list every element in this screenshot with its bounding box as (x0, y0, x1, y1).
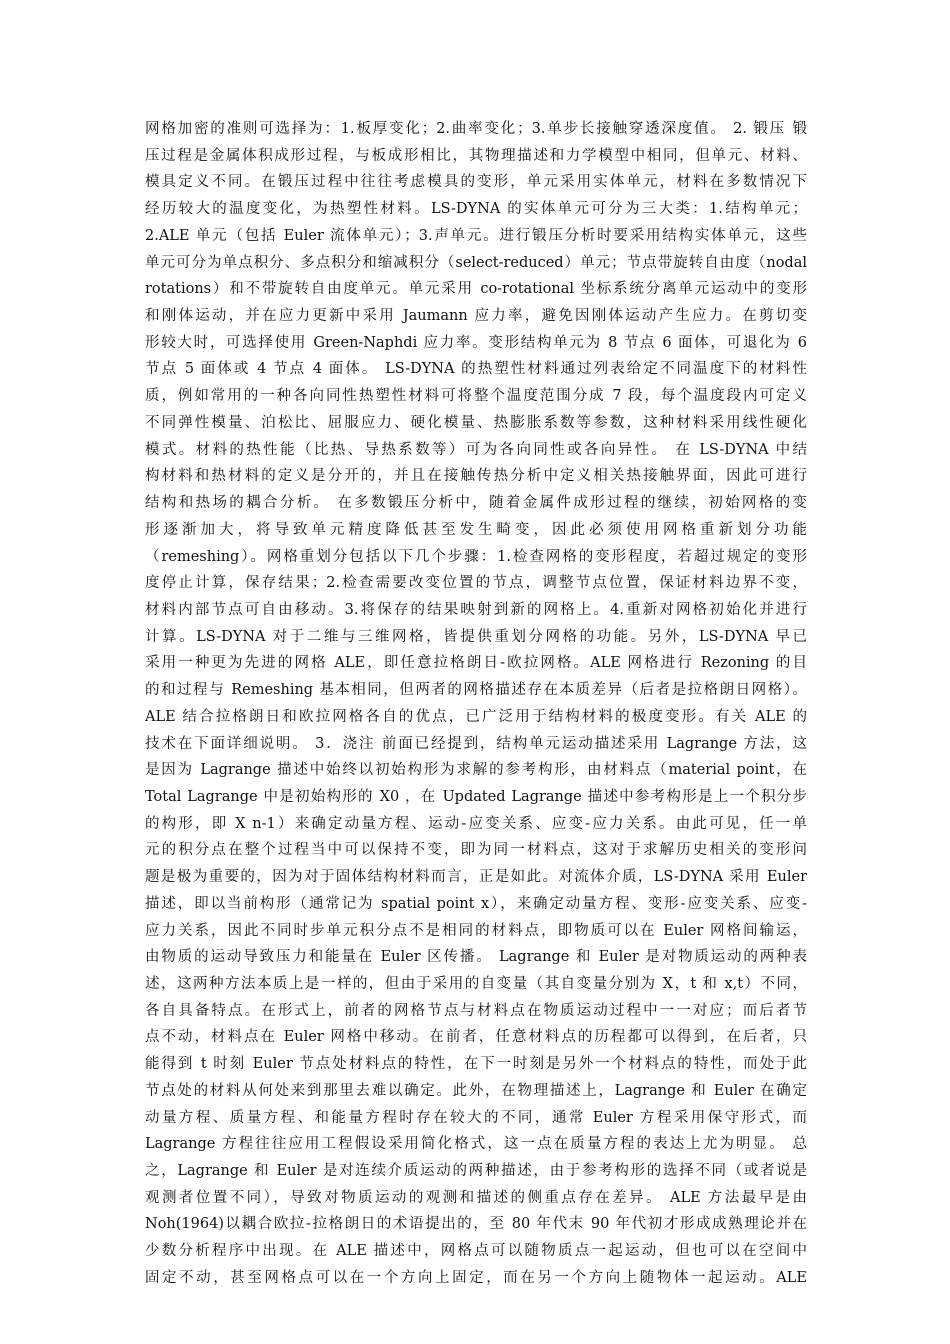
text-line: Noh(1964)以耦合欧拉-拉格朗日的术语提出的，至 80 年代末 90 年代初才形成成熟理论并在 (145, 1216, 807, 1233)
text-line: 模具定义不同。在锻压过程中往往考虑模具的变形，单元采用实体单元，材料在多数情况下 (145, 174, 807, 191)
text-line: 是因为 Lagrange 描述中始终以初始构形为求解的参考构形，由材料点（material point，在 (145, 762, 807, 779)
text-line: 述，这两种方法本质上是一样的，但由于采用的自变量（其自变量分别为 X，t 和 x,t）不同， (145, 976, 807, 992)
text-line: 动量方程、质量方程、和能量方程时存在较大的不同，通常 Euler 方程采用保守形式，而 (145, 1109, 807, 1126)
text-line: 之，Lagrange 和 Euler 是对连续介质运动的两种描述，由于参考构形的选择不同（或者说是 (145, 1163, 807, 1180)
text-line: 各自具备特点。在形式上，前者的网格节点与材料点在物质运动过程中一一对应；而后者节 (145, 1002, 807, 1019)
text-line: 由物质的运动导致压力和能量在 Euler 区传播。 Lagrange 和 Euler 是对物质运动的两种表 (145, 949, 807, 966)
text-line: 质，例如常用的一种各向同性热塑性材料可将整个温度范围分成 7 段，每个温度段内可定义 (145, 388, 807, 405)
text-line: 结构和热场的耦合分析。 在多数锻压分析中，随着金属件成形过程的继续，初始网格的变 (145, 495, 807, 512)
text-line: 题是极为重要的，因为对于固体结构材料而言，正是如此。对流体介质，LS-DYNA 采用 Euler (145, 869, 807, 886)
text-line: 形逐渐加大，将导致单元精度降低甚至发生畸变，因此必须使用网格重新划分功能 (145, 521, 807, 538)
text-line: 采用一种更为先进的网格 ALE，即任意拉格朗日-欧拉网格。ALE 网格进行 Rezoning 的目 (145, 655, 807, 672)
text-line: 度停止计算，保存结果；2.检查需要改变位置的节点，调整节点位置，保证材料边界不变， (145, 575, 807, 592)
text-line: 节点 5 面体或 4 节点 4 面体。 LS-DYNA 的热塑性材料通过列表给定不同温度下的材料性 (145, 361, 807, 378)
text-line: 元的积分点在整个过程当中可以保持不变，即为同一材料点，这对于求解历史相关的变形问 (145, 842, 807, 859)
document-page (145, 116, 807, 1292)
text-line: Total Lagrange 中是初始构形的 X0 ，在 Updated Lagrange 描述中参考构形是上一个积分步 (145, 788, 807, 805)
text-line: rotations）和不带旋转自由度单元。单元采用 co-rotational 坐标系统分离单元运动中的变形 (145, 281, 807, 298)
text-line: 网格加密的准则可选择为：1.板厚变化；2.曲率变化；3.单步长接触穿透深度值。 2. 锻压 锻 (145, 121, 807, 137)
text-line: 节点处的材料从何处来到那里去难以确定。此外，在物理描述上，Lagrange 和 Euler 在确定 (145, 1082, 807, 1099)
text-line: 形较大时，可选择使用 Green-Naphdi 应力率。变形结构单元为 8 节点 6 面体，可退化为 6 (145, 334, 807, 351)
text-line: 不同弹性模量、泊松比、屈服应力、硬化模量、热膨胀系数等参数，这种材料采用线性硬化 (145, 414, 807, 431)
text-line: 计算。LS-DYNA 对于二维与三维网格，皆提供重划分网格的功能。另外，LS-DYNA 早已 (145, 628, 807, 645)
text-line: 观测者位置不同），导致对物质运动的观测和描述的侧重点存在差异。 ALE 方法最早是由 (145, 1189, 807, 1206)
text-line: 材料内部节点可自由移动。3.将保存的结果映射到新的网格上。4.重新对网格初始化并进行 (145, 601, 807, 618)
text-line: 模式。材料的热性能（比热、导热系数等）可为各向同性或各向异性。 在 LS-DYNA 中结 (145, 441, 807, 458)
text-line: 固定不动，甚至网格点可以在一个方向上固定，而在另一个方向上随物体一起运动。ALE (145, 1269, 807, 1286)
text-line: 2.ALE 单元（包括 Euler 流体单元）；3.声单元。进行锻压分析时要采用结构实体单元，这些 (145, 227, 807, 244)
text-line: 压过程是金属体积成形过程，与板成形相比，其物理描述和力学模型中相同，但单元、材料、 (145, 147, 807, 164)
text-line: 能得到 t 时刻 Euler 节点处材料点的特性，在下一时刻是另外一个材料点的特性，而处于此 (145, 1056, 807, 1073)
text-line: ALE 结合拉格朗日和欧拉网格各自的优点，已广泛用于结构材料的极度变形。有关 ALE 的 (145, 708, 807, 725)
text-line: 和刚体运动，并在应力更新中采用 Jaumann 应力率，避免因刚体运动产生应力。在剪切变 (145, 308, 807, 325)
text-line: （remeshing）。网格重划分包括以下几个步骤：1.检查网格的变形程度，若超过规定的变形 (145, 548, 807, 565)
text-line: 点不动，材料点在 Euler 网格中移动。在前者，任意材料点的历程都可以得到，在后者，只 (145, 1029, 807, 1046)
text-line: 的构形，即 X n-1）来确定动量方程、运动-应变关系、应变-应力关系。由此可见，任一单 (145, 815, 807, 832)
text-line: 少数分析程序中出现。在 ALE 描述中，网格点可以随物质点一起运动，但也可以在空间中 (145, 1243, 807, 1260)
text-line: 描述，即以当前构形（通常记为 spatial point x），来确定动量方程、变形-应变关系、应变- (145, 895, 807, 912)
text-line: Lagrange 方程往往应用工程假设采用简化格式，这一点在质量方程的表达上尤为明显。 总 (145, 1136, 807, 1153)
text-line: 的和过程与 Remeshing 基本相同，但两者的网格描述存在本质差异（后者是拉格朗日网格）。 (145, 682, 807, 699)
text-line: 单元可分为单点积分、多点积分和缩减积分（select-reduced）单元；节点带旋转自由度（nodal (145, 254, 807, 271)
text-line: 经历较大的温度变化，为热塑性材料。LS-DYNA 的实体单元可分为三大类：1.结构单元； (145, 201, 807, 218)
text-line: 应力关系，因此不同时步单元积分点不是相同的材料点，即物质可以在 Euler 网格间输运， (145, 922, 807, 939)
text-line: 构材料和热材料的定义是分开的，并且在接触传热分析中定义相关热接触界面，因此可进行 (145, 468, 807, 485)
text-line: 技术在下面详细说明。 3．浇注 前面已经提到，结构单元运动描述采用 Lagrange 方法，这 (145, 735, 807, 752)
